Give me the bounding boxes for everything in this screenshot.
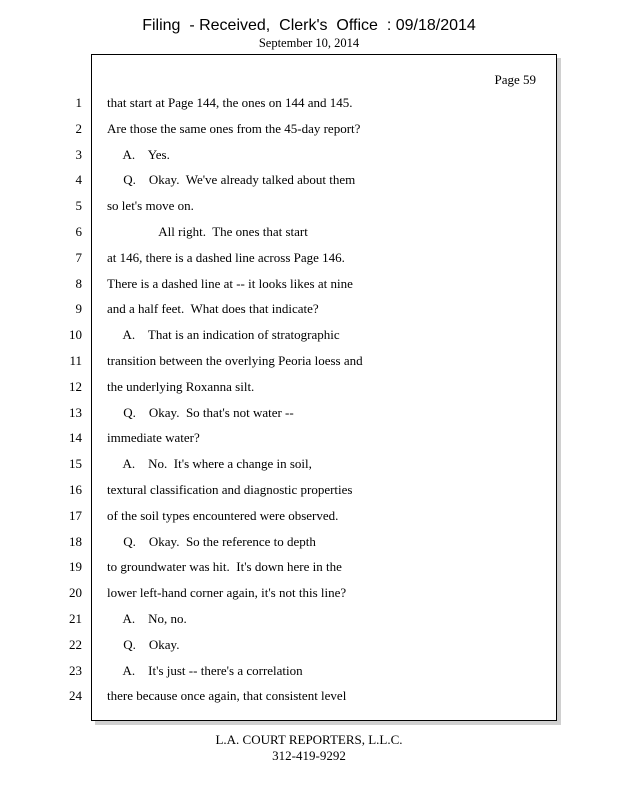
line-number: 22 xyxy=(69,636,82,652)
line-text: There is a dashed line at -- it looks likes at nine xyxy=(107,275,353,291)
line-number: 12 xyxy=(69,378,82,394)
line-number: 17 xyxy=(69,507,82,523)
line-text: textural classification and diagnostic properties xyxy=(107,482,353,497)
line-text: lower left-hand corner again, it's not this line? xyxy=(107,585,347,601)
line-number: 6 xyxy=(75,224,82,239)
line-number: 10 xyxy=(69,327,82,343)
line-text: that start at Page 144, the ones on 144 and 145. xyxy=(107,95,353,110)
court-reporter-phone: 312-419-9292 xyxy=(272,748,346,763)
line-number: 14 xyxy=(69,430,82,446)
line-text: Are those the same ones from the 45-day report? xyxy=(107,120,361,136)
line-text: Q. Okay. xyxy=(107,636,180,652)
line-text: A. No. It's where a change in soil, xyxy=(107,456,312,472)
line-text: of the soil types encountered were observed. xyxy=(107,507,339,523)
line-text: and a half feet. What does that indicate? xyxy=(107,301,319,317)
line-text: transition between the overlying Peoria loess and xyxy=(107,353,363,368)
line-number: 2 xyxy=(75,120,82,136)
line-text: Q. Okay. So the reference to depth xyxy=(107,533,316,549)
line-number: 4 xyxy=(75,172,82,188)
line-number: 15 xyxy=(69,456,82,472)
line-text: A. Yes. xyxy=(107,146,170,162)
line-text: All right. The ones that start xyxy=(107,224,308,239)
line-text: at 146, there is a dashed line across Page 146. xyxy=(107,249,345,265)
line-text: Q. Okay. So that's not water -- xyxy=(107,404,294,420)
line-number: 7 xyxy=(75,249,82,265)
line-text: so let's move on. xyxy=(107,198,194,214)
line-number: 8 xyxy=(75,275,82,291)
line-text: A. No, no. xyxy=(107,611,187,626)
line-number: 20 xyxy=(69,585,82,601)
line-number: 11 xyxy=(69,353,82,368)
line-number: 16 xyxy=(69,482,82,497)
line-number: 19 xyxy=(69,559,82,575)
line-text: the underlying Roxanna silt. xyxy=(107,378,255,394)
line-number: 9 xyxy=(75,301,82,317)
court-reporter-name: L.A. COURT REPORTERS, L.L.C. xyxy=(215,732,403,747)
line-text: immediate water? xyxy=(107,430,200,446)
line-text: Q. Okay. We've already talked about them xyxy=(107,172,356,188)
line-text: A. That is an indication of stratographic xyxy=(107,327,340,343)
line-number: 3 xyxy=(75,146,82,162)
page-number: Page 59 xyxy=(494,72,536,87)
line-number: 18 xyxy=(69,533,82,549)
line-number: 13 xyxy=(69,404,82,420)
deposition-date: September 10, 2014 xyxy=(258,36,360,50)
filing-stamp: Filing - Received, Clerk's Office : 09/18/2014 xyxy=(142,17,476,34)
line-text: there because once again, that consistent level xyxy=(107,688,347,704)
line-text: A. It's just -- there's a correlation xyxy=(107,662,303,678)
line-number: 21 xyxy=(69,611,82,626)
line-text: to groundwater was hit. It's down here in the xyxy=(107,559,342,575)
line-number: 1 xyxy=(75,95,82,110)
line-number: 24 xyxy=(69,688,82,704)
line-number: 5 xyxy=(75,198,82,214)
line-number: 23 xyxy=(69,662,82,678)
